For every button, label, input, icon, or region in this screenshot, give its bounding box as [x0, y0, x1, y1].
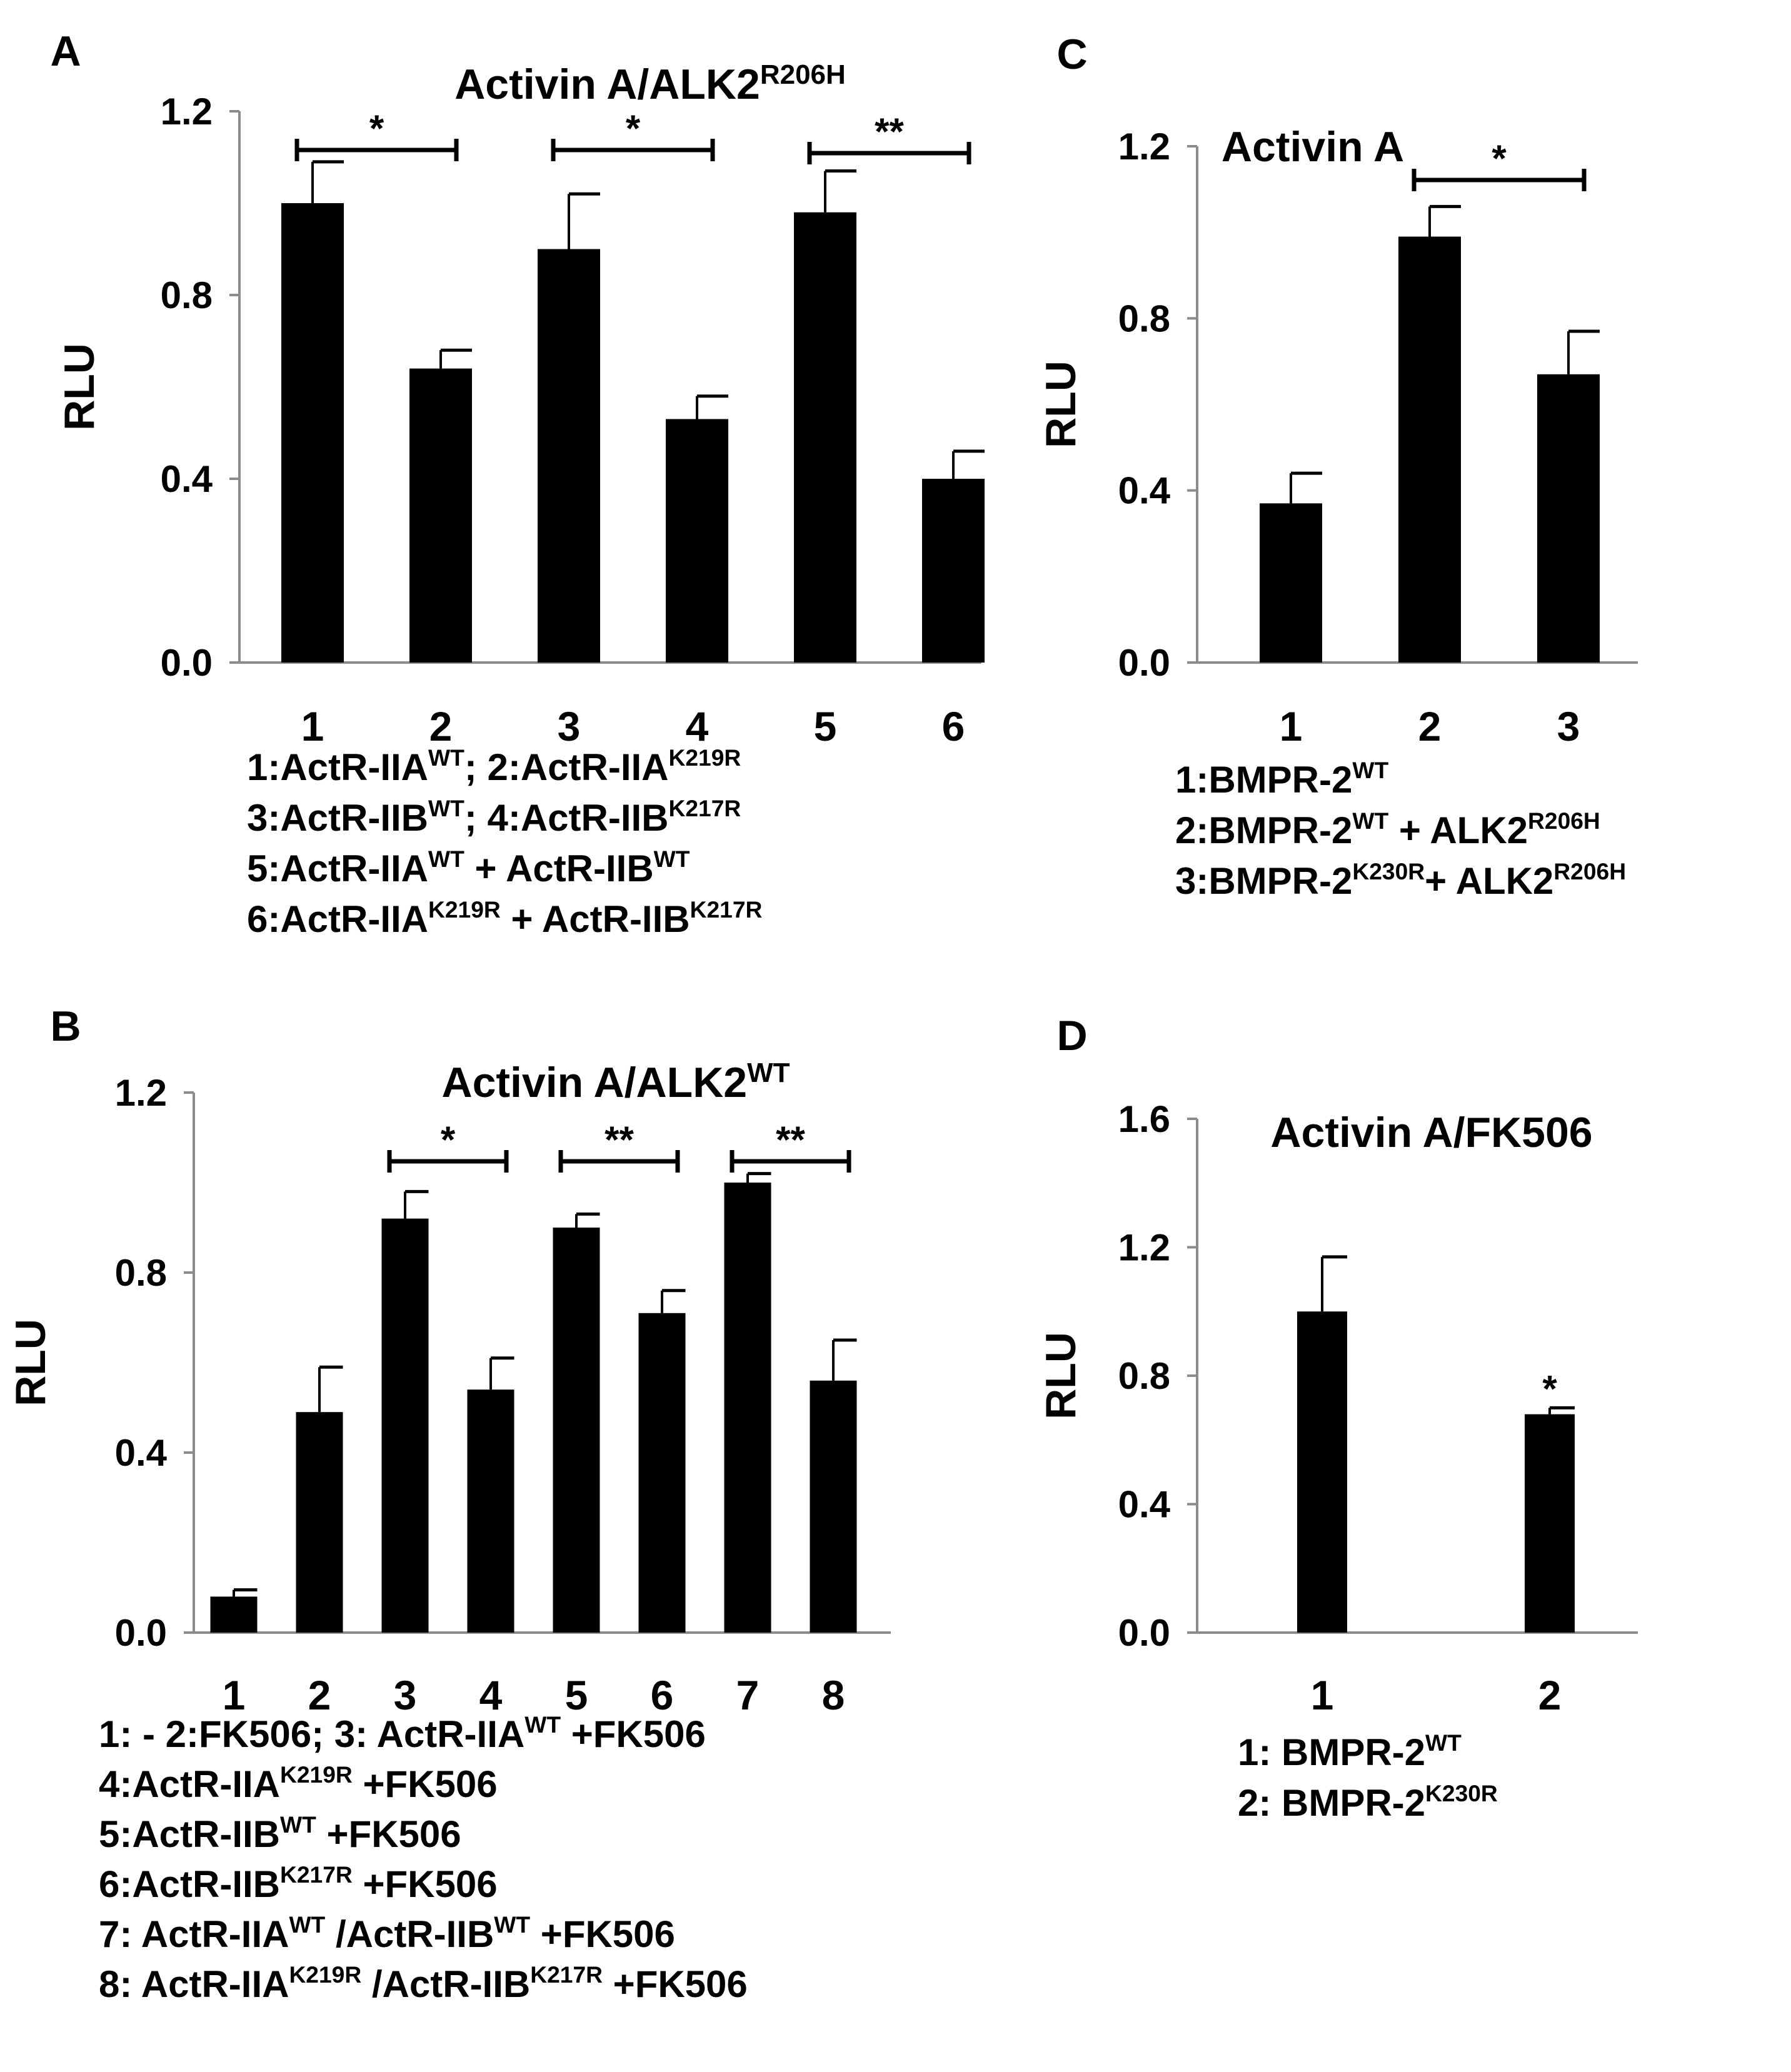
legend-text: /ActR-IIB — [325, 1913, 494, 1955]
legend-superscript: K217R — [280, 1861, 353, 1888]
bar — [1260, 503, 1322, 663]
legend-line — [1238, 1779, 1498, 1824]
y-axis-label: RLU — [7, 1319, 54, 1406]
x-tick-label: 5 — [813, 703, 837, 749]
legend-text: + ALK2 — [1425, 860, 1554, 902]
legend-text: +FK506 — [352, 1863, 498, 1905]
x-tick-label: 1 — [1279, 703, 1303, 749]
chart-title-superscript: R206H — [760, 59, 846, 90]
panel-letter: B — [50, 1003, 81, 1050]
legend-line — [247, 845, 690, 889]
legend-text: 6:ActR-IIA — [247, 898, 429, 940]
chart-panel-b — [7, 1003, 891, 1718]
legend-line — [99, 1811, 461, 1855]
y-tick-label: 1.6 — [1118, 1098, 1170, 1140]
x-tick-label: 6 — [650, 1672, 674, 1718]
x-tick-label: 1 — [222, 1672, 246, 1718]
legend-line — [1175, 756, 1389, 801]
chart-panel-a — [50, 28, 985, 749]
y-tick-label: 0.8 — [1118, 1355, 1170, 1397]
significance-label: * — [369, 108, 384, 149]
legend-text: /ActR-IIB — [361, 1963, 531, 2005]
legend-superscript: K217R — [530, 1961, 603, 1988]
legend-superscript: WT — [289, 1911, 326, 1938]
bar — [639, 1313, 686, 1633]
y-tick-label: 0.8 — [1118, 298, 1170, 340]
x-tick-label: 6 — [941, 703, 965, 749]
legend-superscript: K219R — [428, 896, 501, 923]
legend-text: 8: ActR-IIA — [99, 1963, 289, 2005]
x-tick-label: 2 — [308, 1672, 331, 1718]
significance-label: * — [440, 1119, 456, 1161]
legend-text: 1:BMPR-2 — [1175, 759, 1353, 801]
bar — [725, 1183, 771, 1633]
bar — [553, 1228, 600, 1633]
chart-title-text: Activin A — [1221, 123, 1405, 171]
legend-line — [1175, 807, 1600, 851]
x-tick-label: 3 — [393, 1672, 417, 1718]
chart-title — [1270, 1109, 1592, 1156]
x-tick-label: 1 — [1310, 1672, 1334, 1718]
y-tick-label: 1.2 — [1118, 126, 1170, 168]
x-tick-label: 7 — [736, 1672, 760, 1718]
chart-panel-d — [1037, 1012, 1638, 1718]
bar — [1525, 1414, 1575, 1633]
legend-line — [247, 744, 741, 788]
legend-superscript: WT — [428, 845, 464, 872]
legend-superscript: WT — [1425, 1729, 1462, 1756]
significance-label: ** — [776, 1119, 805, 1161]
x-tick-label: 1 — [301, 703, 324, 749]
bar — [468, 1389, 514, 1633]
legend-line — [99, 1961, 748, 2005]
legend-text: + ALK2 — [1388, 809, 1528, 851]
legend-text: +FK506 — [530, 1913, 675, 1955]
y-tick-label: 1.2 — [1118, 1226, 1170, 1269]
legend-text: 2:BMPR-2 — [1175, 809, 1353, 851]
legend-superscript: R206H — [1528, 807, 1600, 834]
legend-superscript: K217R — [668, 794, 741, 821]
x-tick-label: 8 — [821, 1672, 845, 1718]
chart-title — [441, 1058, 790, 1106]
x-tick-label: 3 — [1557, 703, 1580, 749]
legend-superscript: WT — [428, 744, 464, 771]
chart-title-text: Activin A/ALK2 — [441, 1059, 748, 1106]
legend-superscript: WT — [280, 1811, 316, 1838]
y-tick-label: 0.4 — [114, 1432, 167, 1474]
x-tick-label: 4 — [479, 1672, 503, 1718]
legend-line — [99, 1911, 675, 1955]
y-tick-label: 1.2 — [160, 91, 213, 133]
panel-letter: A — [50, 28, 81, 75]
chart-title — [454, 59, 846, 108]
significance-label: ** — [875, 111, 904, 153]
x-tick-label: 5 — [564, 1672, 588, 1718]
y-tick-label: 0.8 — [114, 1252, 167, 1294]
legend-superscript: WT — [524, 1711, 561, 1738]
y-tick-label: 0.4 — [1118, 1483, 1170, 1526]
legend-superscript: WT — [653, 845, 690, 872]
legend-superscript: WT — [428, 794, 464, 821]
legend-superscript: K219R — [668, 744, 741, 771]
legend-text: 3:BMPR-2 — [1175, 860, 1353, 902]
bar — [296, 1412, 343, 1633]
bar — [211, 1596, 258, 1633]
significance-label: * — [1492, 138, 1507, 179]
panel-letter: D — [1056, 1012, 1088, 1059]
legend-line — [247, 794, 741, 839]
x-tick-label: 3 — [557, 703, 581, 749]
legend-superscript: K219R — [280, 1761, 353, 1788]
bar — [538, 249, 600, 663]
y-tick-label: 0.4 — [160, 458, 213, 500]
significance-label: * — [1542, 1368, 1557, 1410]
bar — [409, 369, 472, 663]
legend-line — [1238, 1729, 1462, 1773]
chart-title-superscript: WT — [747, 1058, 790, 1088]
legend-text: 5:ActR-IIB — [99, 1813, 281, 1855]
x-tick-label: 2 — [1538, 1672, 1562, 1718]
legend-text: + ActR-IIB — [500, 898, 690, 940]
chart-title-text: Activin A/FK506 — [1270, 1109, 1593, 1156]
panel-letter: C — [1056, 31, 1088, 78]
significance-label: * — [625, 108, 641, 149]
y-tick-label: 0.0 — [160, 642, 213, 684]
x-tick-label: 2 — [429, 703, 453, 749]
legend-text: 6:ActR-IIB — [99, 1863, 281, 1905]
significance-label: ** — [605, 1119, 634, 1161]
legend-superscript: K219R — [289, 1961, 362, 1988]
y-axis-label: RLU — [1037, 361, 1085, 448]
bar — [810, 1381, 857, 1633]
y-tick-label: 0.0 — [1118, 1612, 1170, 1654]
bar — [382, 1219, 429, 1633]
legend-text: 2: BMPR-2 — [1238, 1782, 1426, 1824]
legend-superscript: K230R — [1352, 858, 1425, 884]
bar — [1537, 374, 1600, 663]
bar — [1297, 1311, 1347, 1633]
y-tick-label: 0.0 — [1118, 642, 1170, 684]
legend-text: 1: BMPR-2 — [1238, 1731, 1426, 1773]
legend-superscript: WT — [1352, 807, 1389, 834]
chart-title — [1222, 123, 1404, 171]
bar — [922, 479, 985, 663]
legend-text: 3:ActR-IIB — [247, 797, 429, 839]
legend-text: 7: ActR-IIA — [99, 1913, 289, 1955]
x-tick-label: 2 — [1418, 703, 1442, 749]
legend-text: 1:ActR-IIA — [247, 746, 429, 788]
legend-text: +FK506 — [561, 1713, 706, 1755]
chart-panel-c — [1037, 31, 1638, 749]
legend-superscript: K217R — [690, 896, 763, 923]
y-tick-label: 0.4 — [1118, 469, 1170, 512]
legend-line — [99, 1761, 498, 1805]
legend-superscript: R206H — [1553, 858, 1627, 884]
bar — [794, 213, 856, 663]
legend-text: +FK506 — [602, 1963, 748, 2005]
bar — [1398, 237, 1461, 663]
y-tick-label: 0.8 — [160, 274, 213, 316]
legend-text: 5:ActR-IIA — [247, 848, 429, 889]
legend-superscript: WT — [1352, 756, 1389, 783]
legend-text: +FK506 — [316, 1813, 461, 1855]
x-tick-label: 4 — [685, 703, 709, 749]
legend-line — [99, 1711, 706, 1755]
bar — [281, 203, 344, 663]
legend-text: ; 2:ActR-IIA — [464, 746, 669, 788]
y-tick-label: 0.0 — [114, 1612, 167, 1654]
legend-text: 1: - 2:FK506; 3: ActR-IIA — [99, 1713, 525, 1755]
legend-superscript: WT — [494, 1911, 531, 1938]
y-axis-label: RLU — [1037, 1332, 1085, 1419]
legend-text: 4:ActR-IIA — [99, 1763, 281, 1805]
y-tick-label: 1.2 — [114, 1072, 167, 1114]
y-axis-label: RLU — [56, 343, 103, 431]
legend-line — [99, 1861, 498, 1905]
legend-text: +FK506 — [352, 1763, 498, 1805]
legend-text: ; 4:ActR-IIB — [464, 797, 669, 839]
legend-superscript: K230R — [1425, 1779, 1498, 1806]
legend-line — [1175, 858, 1627, 902]
legend-line — [247, 896, 763, 940]
chart-title-text: Activin A/ALK2 — [454, 61, 760, 108]
bar — [666, 419, 728, 663]
legend-text: + ActR-IIB — [464, 848, 654, 889]
